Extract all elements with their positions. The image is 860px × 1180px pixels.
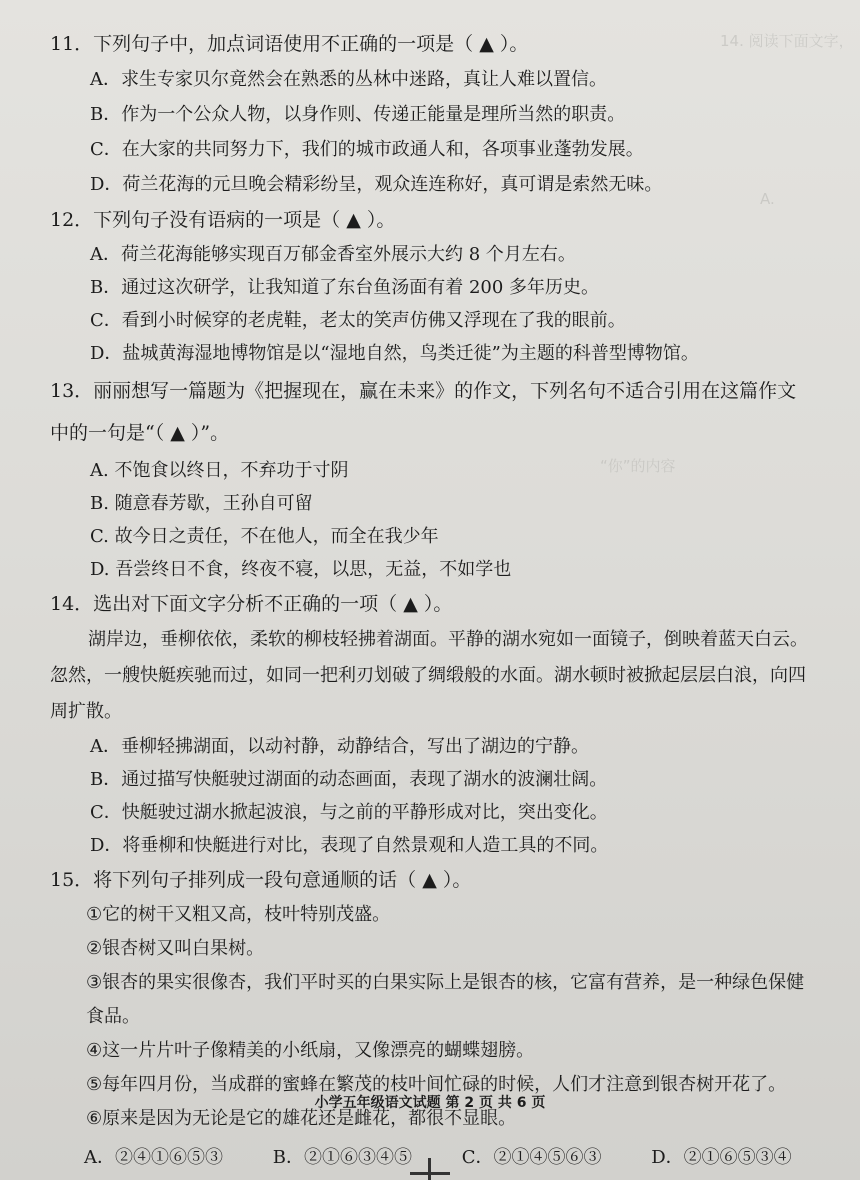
question-13 (50, 370, 810, 586)
reading-passage: 湖岸边，垂柳依依，柔软的柳枝轻拂着湖面。平静的湖水宛如一面镜子，倒映着蓝天白云。忽然，一艘快艇疾驰而过，如同一把利刃划破了绸缎般的水面。湖水顿时被掀起层层白浪，向四周扩散。 (50, 629, 808, 722)
option-a: A．荷兰花海能够实现百万郁金香室外展示大约 8 个月左右。 (90, 244, 576, 265)
question-14 (50, 586, 810, 862)
bleed-through-text: “你”的内容 (600, 457, 676, 475)
option-a: A. 不饱食以终日，不弃功于寸阴 (90, 460, 349, 481)
sentence-6: ⑥原来是因为无论是它的雄花还是雌花，都很不显眼。 (86, 1108, 517, 1129)
option-c: C．在大家的共同努力下，我们的城市政通人和，各项事业蓬勃发展。 (90, 139, 644, 160)
choice-d: D．②①⑥⑤③④ (651, 1147, 792, 1168)
question-area (50, 26, 810, 1178)
choice-c: C．②①④⑤⑥③ (461, 1147, 602, 1168)
sentence-4: ④这一片片叶子像精美的小纸扇，又像漂亮的蝴蝶翅膀。 (86, 1040, 535, 1061)
option-b: B. 随意春芳歇，王孙自可留 (90, 493, 313, 514)
question-stem: 14．选出对下面文字分析不正确的一项（ ▲ ）。 (50, 593, 453, 615)
question-15 (50, 862, 810, 1178)
option-c: C．看到小时候穿的老虎鞋，老太的笑声仿佛又浮现在了我的眼前。 (90, 310, 626, 331)
option-a: A．垂柳轻拂湖面，以动衬静，动静结合，写出了湖边的宁静。 (90, 736, 589, 757)
choice-a: A．②④①⑥⑤③ (84, 1147, 223, 1168)
option-d: D．将垂柳和快艇进行对比，表现了自然景观和人造工具的不同。 (90, 835, 609, 856)
question-12 (50, 202, 810, 370)
option-d: D．荷兰花海的元旦晚会精彩纷呈，观众连连称好，真可谓是索然无味。 (90, 174, 663, 195)
question-stem: 11．下列句子中，加点词语使用不正确的一项是（ ▲ ）。 (50, 33, 529, 55)
sentence-2: ②银杏树又叫白果树。 (86, 938, 265, 959)
option-c: C. 故今日之责任，不在他人，而全在我少年 (90, 526, 439, 547)
question-stem: 12．下列句子没有语病的一项是（ ▲ ）。 (50, 209, 396, 231)
option-a: A．求生专家贝尔竟然会在熟悉的丛林中迷路，真让人难以置信。 (90, 69, 607, 90)
option-d: D．盐城黄海湿地博物馆是以“湿地自然，鸟类迁徙”为主题的科普型博物馆。 (90, 343, 699, 364)
option-c: C．快艇驶过湖水掀起波浪，与之前的平静形成对比，突出变化。 (90, 802, 608, 823)
question-11 (50, 26, 810, 202)
option-d: D. 吾尝终日不食，终夜不寝，以思，无益，不如学也 (90, 559, 512, 580)
option-b: B．通过这次研学，让我知道了东台鱼汤面有着 200 多年历史。 (90, 277, 600, 298)
question-stem: 13．丽丽想写一篇题为《把握现在，赢在未来》的作文，下列名句不适合引用在这篇作文中的一句是“（ ▲ ）”。 (50, 380, 797, 444)
option-b: B．作为一个公众人物，以身作则、传递正能量是理所当然的职责。 (90, 104, 626, 125)
choice-b: B．②①⑥③④⑤ (272, 1147, 412, 1168)
sentence-1: ①它的树干又粗又高，枝叶特别茂盛。 (86, 904, 391, 925)
question-stem: 15．将下列句子排列成一段句意通顺的话（ ▲ ）。 (50, 869, 472, 891)
registration-mark (410, 1158, 450, 1180)
bleed-through-text: A. (760, 190, 775, 208)
sentence-3: ③银杏的果实很像杏，我们平时买的白果实际上是银杏的核，它富有营养，是一种绿色保健食品。 (86, 972, 805, 1027)
option-b: B．通过描写快艇驶过湖面的动态画面，表现了湖水的波澜壮阔。 (90, 769, 608, 790)
bleed-through-text: 14. 阅读下面文字， (720, 32, 854, 50)
sentence-5: ⑤每年四月份，当成群的蜜蜂在繁茂的枝叶间忙碌的时候，人们才注意到银杏树开花了。 (86, 1074, 787, 1095)
page-footer: 小学五年级语文试题 第 2 页 共 6 页 (314, 1095, 546, 1111)
